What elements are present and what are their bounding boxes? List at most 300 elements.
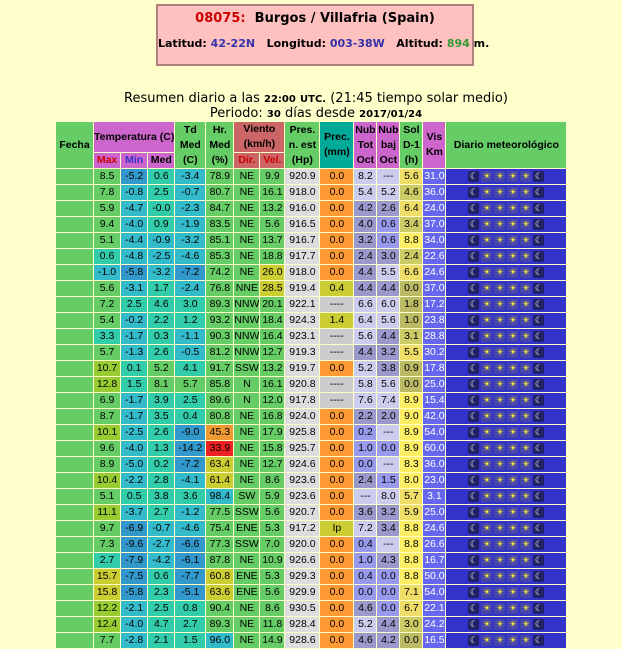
- cell-td: -1.2: [175, 505, 206, 521]
- cell-td: 3.0: [175, 297, 206, 313]
- cell-vel: 5.3: [260, 569, 285, 585]
- cell-dir: NE: [234, 633, 260, 649]
- cell-fecha[interactable]: [56, 585, 94, 601]
- table-row: [56, 169, 567, 185]
- cell-nb: 2.6: [377, 201, 400, 217]
- cell-dir: SSW: [234, 505, 260, 521]
- cell-vis: 3.1: [423, 489, 446, 505]
- cell-max: 12.4: [94, 617, 121, 633]
- sun-icon: ☀: [521, 235, 530, 246]
- moon-icon: ☾: [534, 619, 543, 630]
- cell-nt: 1.0: [354, 441, 377, 457]
- cell-vis: 16.5: [423, 633, 446, 649]
- sun-icon: ☀: [482, 219, 491, 230]
- table-row: [56, 297, 567, 313]
- cell-fecha[interactable]: [56, 329, 94, 345]
- cell-dir: NE: [234, 617, 260, 633]
- cell-diario: [446, 569, 567, 585]
- cell-td: 4.1: [175, 361, 206, 377]
- cell-fecha[interactable]: [56, 457, 94, 473]
- lat-label: Latitud:: [158, 37, 207, 50]
- moon-icon: ☾: [469, 299, 478, 310]
- period-label: Periodo:: [209, 106, 263, 121]
- moon-icon: ☾: [534, 587, 543, 598]
- moon-icon: ☾: [469, 203, 478, 214]
- cell-vel: 12.7: [260, 457, 285, 473]
- cell-nb: ---: [377, 169, 400, 185]
- sun-icon: ☀: [495, 619, 504, 630]
- cell-vis: 26.6: [423, 537, 446, 553]
- table-row: [56, 217, 567, 233]
- cell-nb: 4.4: [377, 617, 400, 633]
- sun-icon: ☀: [482, 235, 491, 246]
- moon-icon: ☾: [469, 219, 478, 230]
- alt-unit: m.: [473, 37, 490, 50]
- cell-sol: 3.1: [400, 329, 423, 345]
- cell-fecha[interactable]: [56, 361, 94, 377]
- cell-prec: 0.0: [320, 457, 354, 473]
- cell-nb: 3.2: [377, 505, 400, 521]
- cell-fecha[interactable]: [56, 233, 94, 249]
- cell-max: 12.2: [94, 601, 121, 617]
- cell-prec: 0.4: [320, 281, 354, 297]
- cell-fecha[interactable]: [56, 425, 94, 441]
- cell-sol: 0.0: [400, 633, 423, 649]
- cell-med: 1.7: [148, 281, 175, 297]
- cell-fecha[interactable]: [56, 281, 94, 297]
- cell-vel: 12.0: [260, 393, 285, 409]
- sun-icon: ☀: [521, 411, 530, 422]
- cell-pres: 917.2: [285, 521, 320, 537]
- cell-hr: 83.5: [206, 217, 234, 233]
- station-coords: [158, 37, 490, 50]
- cell-nt: 2.4: [354, 249, 377, 265]
- sun-icon: ☀: [508, 203, 517, 214]
- cell-nb: 3.8: [377, 361, 400, 377]
- sun-icon: ☀: [495, 587, 504, 598]
- table-row: [56, 233, 567, 249]
- table-row: [56, 521, 567, 537]
- moon-icon: ☾: [534, 603, 543, 614]
- sun-icon: ☀: [495, 507, 504, 518]
- cell-diario: [446, 313, 567, 329]
- cell-hr: 77.3: [206, 537, 234, 553]
- table-row: [56, 505, 567, 521]
- cell-med: -0.9: [148, 233, 175, 249]
- sun-icon: ☀: [521, 475, 530, 486]
- cell-max: 8.7: [94, 409, 121, 425]
- cell-vel: 28.5: [260, 281, 285, 297]
- cell-sol: 6.4: [400, 201, 423, 217]
- lon-value: 003-38W: [329, 37, 385, 50]
- cell-vis: 23.8: [423, 313, 446, 329]
- cell-fecha[interactable]: [56, 505, 94, 521]
- cell-prec: ----: [320, 345, 354, 361]
- cell-pres: 930.5: [285, 601, 320, 617]
- sun-icon: ☀: [482, 299, 491, 310]
- cell-pres: 920.9: [285, 169, 320, 185]
- cell-max: 5.9: [94, 201, 121, 217]
- sun-icon: ☀: [482, 411, 491, 422]
- sun-icon: ☀: [482, 283, 491, 294]
- sun-icon: ☀: [482, 203, 491, 214]
- cell-diario: [446, 361, 567, 377]
- cell-fecha[interactable]: [56, 633, 94, 649]
- moon-icon: ☾: [534, 395, 543, 406]
- cell-fecha[interactable]: [56, 617, 94, 633]
- cell-hr: 85.1: [206, 233, 234, 249]
- sun-icon: ☀: [495, 443, 504, 454]
- table-row: [56, 185, 567, 201]
- cell-vel: 26.0: [260, 265, 285, 281]
- cell-diario: [446, 633, 567, 649]
- cell-prec: 0.0: [320, 425, 354, 441]
- sun-icon: ☀: [482, 171, 491, 182]
- cell-vis: 17.2: [423, 297, 446, 313]
- moon-icon: ☾: [469, 443, 478, 454]
- moon-icon: ☾: [534, 507, 543, 518]
- cell-td: -4.6: [175, 249, 206, 265]
- sun-icon: ☀: [495, 427, 504, 438]
- cell-max: 10.7: [94, 361, 121, 377]
- cell-vel: 9.9: [260, 169, 285, 185]
- cell-nt: 4.6: [354, 633, 377, 649]
- sun-icon: ☀: [521, 555, 530, 566]
- station-name: Burgos / Villafria (Spain): [254, 11, 435, 26]
- sun-icon: ☀: [482, 603, 491, 614]
- cell-td: 0.8: [175, 601, 206, 617]
- cell-fecha[interactable]: [56, 521, 94, 537]
- sun-icon: ☀: [495, 219, 504, 230]
- cell-diario: [446, 457, 567, 473]
- sun-icon: ☀: [482, 331, 491, 342]
- table-row: [56, 633, 567, 649]
- cell-prec: 0.0: [320, 201, 354, 217]
- table-row: [56, 553, 567, 569]
- sun-icon: ☀: [521, 523, 530, 534]
- cell-max: 12.8: [94, 377, 121, 393]
- cell-vis: 36.0: [423, 185, 446, 201]
- cell-pres: 923.1: [285, 329, 320, 345]
- cell-med: 0.3: [148, 329, 175, 345]
- cell-prec: 0.0: [320, 361, 354, 377]
- sun-icon: ☀: [495, 523, 504, 534]
- sun-icon: ☀: [482, 507, 491, 518]
- sun-icon: ☀: [521, 587, 530, 598]
- cell-prec: 0.0: [320, 169, 354, 185]
- period-days: 30: [266, 109, 281, 120]
- cell-vel: 5.6: [260, 505, 285, 521]
- cell-med: 2.6: [148, 425, 175, 441]
- cell-min: -3.7: [121, 505, 148, 521]
- moon-icon: ☾: [534, 475, 543, 486]
- summary-solar: (21:45 tiempo solar medio): [330, 91, 508, 106]
- cell-sol: 4.6: [400, 185, 423, 201]
- table-body: [56, 169, 567, 649]
- sun-icon: ☀: [495, 475, 504, 486]
- cell-nt: 4.4: [354, 345, 377, 361]
- sun-icon: ☀: [521, 331, 530, 342]
- cell-nb: 0.0: [377, 569, 400, 585]
- cell-pres: 924.0: [285, 409, 320, 425]
- sun-icon: ☀: [508, 555, 517, 566]
- cell-nt: 6.4: [354, 313, 377, 329]
- cell-hr: 76.8: [206, 281, 234, 297]
- cell-td: 2.7: [175, 617, 206, 633]
- cell-med: 2.2: [148, 313, 175, 329]
- cell-dir: NE: [234, 553, 260, 569]
- moon-icon: ☾: [469, 507, 478, 518]
- cell-prec: 0.0: [320, 185, 354, 201]
- cell-diario: [446, 601, 567, 617]
- sun-icon: ☀: [521, 347, 530, 358]
- cell-fecha[interactable]: [56, 249, 94, 265]
- moon-icon: ☾: [534, 523, 543, 534]
- cell-nt: 5.2: [354, 617, 377, 633]
- cell-vel: 10.9: [260, 553, 285, 569]
- cell-vis: 31.0: [423, 169, 446, 185]
- cell-td: 1.2: [175, 313, 206, 329]
- cell-med: 3.5: [148, 409, 175, 425]
- cell-pres: 923.6: [285, 489, 320, 505]
- cell-pres: 928.6: [285, 633, 320, 649]
- cell-hr: 61.4: [206, 473, 234, 489]
- sun-icon: ☀: [508, 587, 517, 598]
- cell-fecha[interactable]: [56, 185, 94, 201]
- cell-vel: 5.6: [260, 217, 285, 233]
- cell-pres: 925.7: [285, 441, 320, 457]
- cell-max: 9.4: [94, 217, 121, 233]
- cell-td: -3.4: [175, 169, 206, 185]
- cell-hr: 78.9: [206, 169, 234, 185]
- cell-vis: 42.0: [423, 409, 446, 425]
- table-row: [56, 345, 567, 361]
- cell-hr: 85.8: [206, 377, 234, 393]
- cell-sol: 6.7: [400, 601, 423, 617]
- cell-nt: 7.2: [354, 521, 377, 537]
- cell-prec: 0.0: [320, 537, 354, 553]
- cell-dir: N: [234, 393, 260, 409]
- cell-td: 1.5: [175, 633, 206, 649]
- sun-icon: ☀: [482, 427, 491, 438]
- cell-td: -3.2: [175, 233, 206, 249]
- cell-vel: 12.7: [260, 345, 285, 361]
- cell-max: 5.7: [94, 345, 121, 361]
- cell-dir: NE: [234, 265, 260, 281]
- cell-fecha[interactable]: [56, 297, 94, 313]
- cell-fecha[interactable]: [56, 553, 94, 569]
- cell-vel: 20.1: [260, 297, 285, 313]
- cell-max: 5.1: [94, 233, 121, 249]
- cell-nb: 4.4: [377, 329, 400, 345]
- cell-min: -7.5: [121, 569, 148, 585]
- cell-med: 0.6: [148, 169, 175, 185]
- moon-icon: ☾: [534, 427, 543, 438]
- cell-sol: 8.3: [400, 457, 423, 473]
- cell-fecha[interactable]: [56, 393, 94, 409]
- moon-icon: ☾: [534, 219, 543, 230]
- summary: [56, 92, 576, 122]
- cell-fecha[interactable]: [56, 169, 94, 185]
- cell-fecha[interactable]: [56, 201, 94, 217]
- cell-vis: 28.8: [423, 329, 446, 345]
- cell-prec: 0.0: [320, 441, 354, 457]
- cell-min: -4.0: [121, 217, 148, 233]
- cell-fecha[interactable]: [56, 217, 94, 233]
- cell-nt: 7.6: [354, 393, 377, 409]
- cell-nt: 5.8: [354, 377, 377, 393]
- cell-max: 10.1: [94, 425, 121, 441]
- moon-icon: ☾: [534, 267, 543, 278]
- cell-vis: 30.2: [423, 345, 446, 361]
- cell-vis: 24.6: [423, 521, 446, 537]
- cell-pres: 929.3: [285, 569, 320, 585]
- cell-vis: 17.8: [423, 361, 446, 377]
- sun-icon: ☀: [495, 235, 504, 246]
- cell-diario: [446, 425, 567, 441]
- cell-min: -0.2: [121, 313, 148, 329]
- cell-fecha[interactable]: [56, 265, 94, 281]
- moon-icon: ☾: [534, 459, 543, 470]
- cell-med: 2.5: [148, 185, 175, 201]
- cell-max: 7.3: [94, 537, 121, 553]
- cell-td: -7.2: [175, 457, 206, 473]
- cell-vis: 24.0: [423, 201, 446, 217]
- cell-prec: 0.0: [320, 585, 354, 601]
- sun-icon: ☀: [482, 459, 491, 470]
- moon-icon: ☾: [534, 555, 543, 566]
- cell-dir: NE: [234, 233, 260, 249]
- cell-fecha[interactable]: [56, 377, 94, 393]
- cell-nt: 3.2: [354, 233, 377, 249]
- cell-prec: 0.0: [320, 505, 354, 521]
- cell-nt: 8.2: [354, 169, 377, 185]
- cell-max: 7.7: [94, 633, 121, 649]
- cell-td: -6.1: [175, 553, 206, 569]
- sun-icon: ☀: [495, 379, 504, 390]
- summary-hour: 22:00: [264, 94, 296, 105]
- cell-hr: 98.4: [206, 489, 234, 505]
- cell-hr: 89.3: [206, 617, 234, 633]
- cell-max: -1.0: [94, 265, 121, 281]
- cell-sol: 0.0: [400, 377, 423, 393]
- cell-fecha[interactable]: [56, 473, 94, 489]
- cell-vel: 14.9: [260, 633, 285, 649]
- sun-icon: ☀: [521, 219, 530, 230]
- cell-prec: Ip: [320, 521, 354, 537]
- cell-vel: 16.4: [260, 329, 285, 345]
- cell-hr: 80.7: [206, 185, 234, 201]
- cell-fecha[interactable]: [56, 569, 94, 585]
- cell-vel: 5.9: [260, 489, 285, 505]
- cell-fecha[interactable]: [56, 345, 94, 361]
- cell-nb: 3.0: [377, 249, 400, 265]
- cell-td: -1.1: [175, 329, 206, 345]
- sun-icon: ☀: [495, 411, 504, 422]
- cell-max: 2.7: [94, 553, 121, 569]
- col-diario: Diario meteorológico: [446, 122, 567, 169]
- sun-icon: ☀: [521, 491, 530, 502]
- cell-prec: ----: [320, 329, 354, 345]
- cell-vis: 25.0: [423, 377, 446, 393]
- cell-vis: 25.0: [423, 505, 446, 521]
- cell-med: 4.6: [148, 297, 175, 313]
- cell-hr: 63.4: [206, 457, 234, 473]
- sun-icon: ☀: [508, 475, 517, 486]
- cell-max: 5.6: [94, 281, 121, 297]
- cell-vel: 17.9: [260, 425, 285, 441]
- cell-nb: 8.0: [377, 489, 400, 505]
- cell-max: 6.9: [94, 393, 121, 409]
- moon-icon: ☾: [534, 379, 543, 390]
- moon-icon: ☾: [469, 571, 478, 582]
- cell-min: -2.2: [121, 473, 148, 489]
- cell-med: 4.7: [148, 617, 175, 633]
- cell-diario: [446, 297, 567, 313]
- cell-td: -2.4: [175, 281, 206, 297]
- sun-icon: ☀: [495, 555, 504, 566]
- table-row: [56, 441, 567, 457]
- cell-vis: 34.0: [423, 233, 446, 249]
- cell-min: 0.1: [121, 361, 148, 377]
- cell-nt: 5.6: [354, 329, 377, 345]
- cell-vis: 22.6: [423, 249, 446, 265]
- table-row: [56, 601, 567, 617]
- cell-nt: 0.0: [354, 585, 377, 601]
- cell-max: 15.7: [94, 569, 121, 585]
- col-max: Max: [94, 153, 121, 169]
- table-row: [56, 393, 567, 409]
- cell-fecha[interactable]: [56, 409, 94, 425]
- cell-prec: ----: [320, 393, 354, 409]
- cell-med: 1.3: [148, 441, 175, 457]
- sun-icon: ☀: [521, 427, 530, 438]
- cell-med: 2.3: [148, 585, 175, 601]
- col-viento: Viento (km/h): [234, 122, 285, 153]
- sun-icon: ☀: [508, 315, 517, 326]
- cell-dir: NNW: [234, 313, 260, 329]
- cell-fecha[interactable]: [56, 313, 94, 329]
- col-prec: Prec. (mm): [320, 122, 354, 169]
- cell-fecha[interactable]: [56, 489, 94, 505]
- cell-prec: 0.0: [320, 409, 354, 425]
- cell-vis: 15.4: [423, 393, 446, 409]
- cell-vis: 16.7: [423, 553, 446, 569]
- alt-label: Altitud:: [396, 37, 443, 50]
- cell-nb: 6.0: [377, 297, 400, 313]
- moon-icon: ☾: [534, 187, 543, 198]
- cell-prec: 0.0: [320, 633, 354, 649]
- cell-vel: 16.8: [260, 409, 285, 425]
- cell-sol: 9.0: [400, 409, 423, 425]
- sun-icon: ☀: [508, 507, 517, 518]
- cell-med: 0.9: [148, 217, 175, 233]
- moon-icon: ☾: [534, 571, 543, 582]
- cell-nb: ---: [377, 425, 400, 441]
- cell-med: 2.8: [148, 473, 175, 489]
- sun-icon: ☀: [521, 395, 530, 406]
- cell-fecha[interactable]: [56, 537, 94, 553]
- cell-diario: [446, 553, 567, 569]
- table-row: [56, 569, 567, 585]
- cell-hr: 45.3: [206, 425, 234, 441]
- summary-text: Resumen diario a las: [124, 91, 260, 106]
- moon-icon: ☾: [469, 411, 478, 422]
- table-row: [56, 409, 567, 425]
- cell-fecha[interactable]: [56, 601, 94, 617]
- cell-fecha[interactable]: [56, 441, 94, 457]
- sun-icon: ☀: [482, 539, 491, 550]
